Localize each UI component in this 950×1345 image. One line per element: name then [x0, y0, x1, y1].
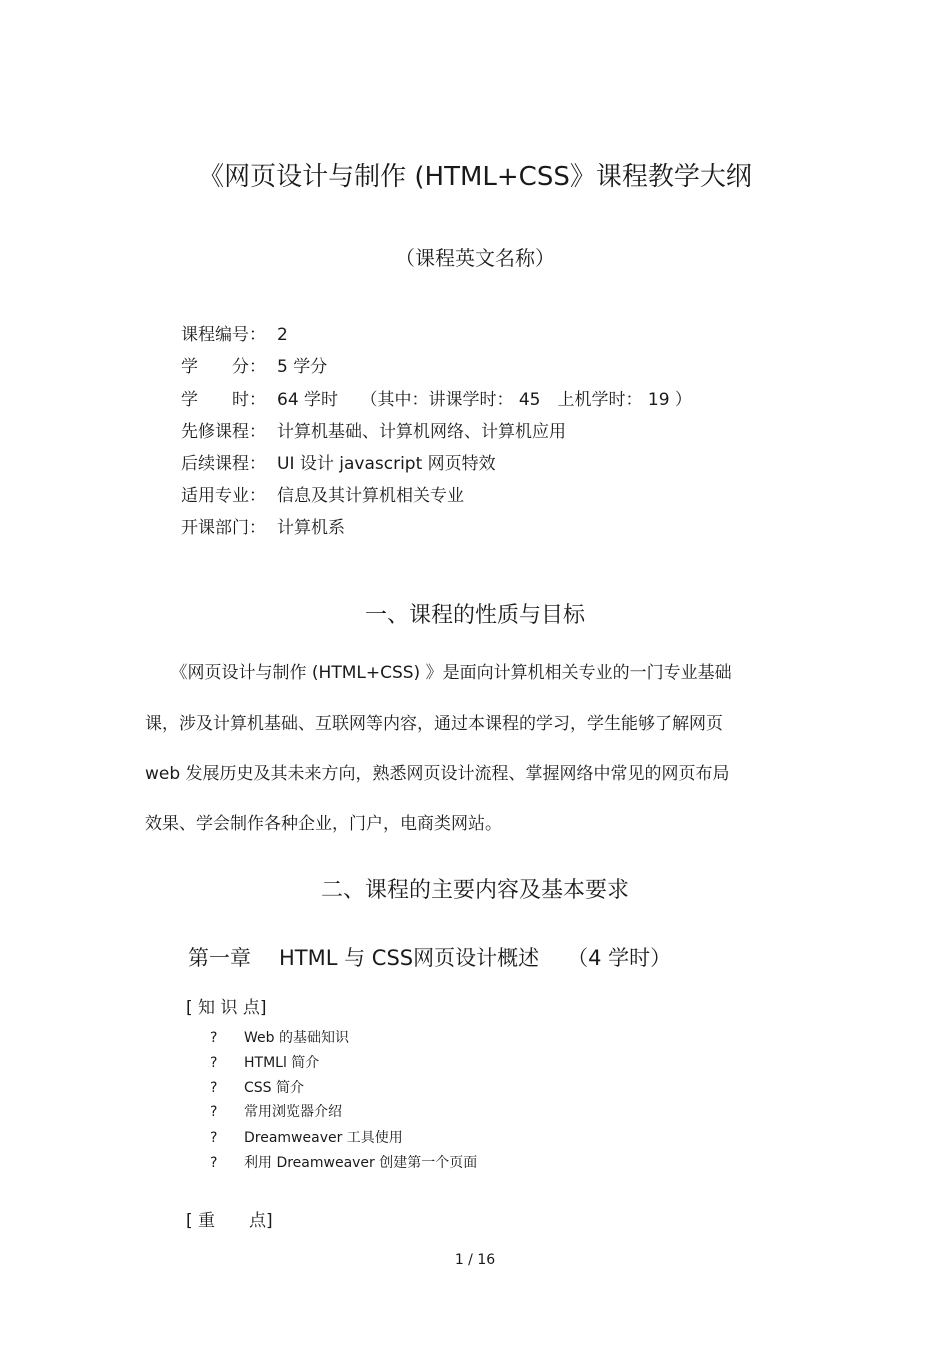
- paragraph-line: 效果、学会制作各种企业，门户，电商类网站。: [145, 814, 502, 834]
- info-value: 5 学分: [277, 357, 328, 377]
- info-row-major: [181, 481, 464, 506]
- info-key: 适用专业：: [181, 486, 266, 506]
- list-item-text: HTMLl 简介: [244, 1055, 320, 1071]
- bullet-mark: ?: [210, 1030, 218, 1046]
- info-value: 64 学时 （其中：讲课学时： 45 上机学时： 19 ）: [277, 390, 692, 410]
- list-item: [210, 1077, 304, 1097]
- page-number: 1 / 16: [454, 1252, 496, 1268]
- chapter-hours: （4 学时）: [567, 946, 672, 970]
- info-row-followup: [181, 449, 496, 474]
- info-row-credits: [181, 352, 327, 377]
- paragraph-line: web 发展历史及其未来方向，熟悉网页设计流程、掌握网络中常见的网页布局: [145, 764, 730, 784]
- info-value: UI 设计 javascript 网页特效: [277, 454, 496, 474]
- info-row-hours: [181, 385, 692, 410]
- key-points-label: [ 重 点]: [186, 1211, 273, 1231]
- info-value: 计算机系: [277, 518, 345, 538]
- info-row-department: [181, 513, 345, 538]
- section-heading-2: 二、课程的主要内容及基本要求: [320, 878, 629, 903]
- list-item: [210, 1101, 342, 1121]
- list-item-text: Web 的基础知识: [244, 1030, 349, 1046]
- knowledge-points-label: [ 知 识 点]: [186, 998, 267, 1018]
- info-row-prerequisites: [181, 417, 566, 442]
- bullet-mark: ?: [210, 1104, 218, 1120]
- list-item: [210, 1152, 477, 1172]
- list-item-text: 利用 Dreamweaver 创建第一个页面: [244, 1155, 478, 1171]
- list-item-text: CSS 简介: [244, 1080, 304, 1096]
- list-item: [210, 1127, 403, 1147]
- list-item-text: 常用浏览器介绍: [244, 1104, 342, 1120]
- info-key: 课程编号：: [181, 325, 266, 345]
- bullet-mark: ?: [210, 1130, 218, 1146]
- bullet-mark: ?: [210, 1080, 218, 1096]
- info-value: 2: [277, 325, 288, 345]
- info-key: 后续课程：: [181, 454, 266, 474]
- info-value: 计算机基础、计算机网络、计算机应用: [277, 422, 566, 442]
- list-item-text: Dreamweaver 工具使用: [244, 1130, 403, 1146]
- bullet-mark: ?: [210, 1155, 218, 1171]
- document-subtitle: （课程英文名称）: [395, 246, 555, 270]
- list-item: [210, 1052, 319, 1072]
- info-row-code: [181, 320, 288, 345]
- info-key: 学 时：: [181, 390, 266, 410]
- chapter-name: HTML 与 CSS网页设计概述: [279, 946, 540, 970]
- section-heading-1: 一、课程的性质与目标: [364, 603, 585, 628]
- chapter-label: 第一章: [188, 946, 251, 970]
- document-title: 《网页设计与制作 (HTML+CSS》课程教学大纲: [198, 162, 752, 192]
- info-key: 先修课程：: [181, 422, 266, 442]
- info-key: 开课部门：: [181, 518, 266, 538]
- info-key: 学 分：: [181, 357, 266, 377]
- paragraph-line: 《网页设计与制作 (HTML+CSS) 》是面向计算机相关专业的一门专业基础: [145, 663, 732, 683]
- paragraph-line: 课，涉及计算机基础、互联网等内容，通过本课程的学习，学生能够了解网页: [145, 714, 723, 734]
- info-value: 信息及其计算机相关专业: [277, 486, 464, 506]
- chapter-heading: [188, 942, 671, 972]
- bullet-mark: ?: [210, 1055, 218, 1071]
- list-item: [210, 1027, 349, 1047]
